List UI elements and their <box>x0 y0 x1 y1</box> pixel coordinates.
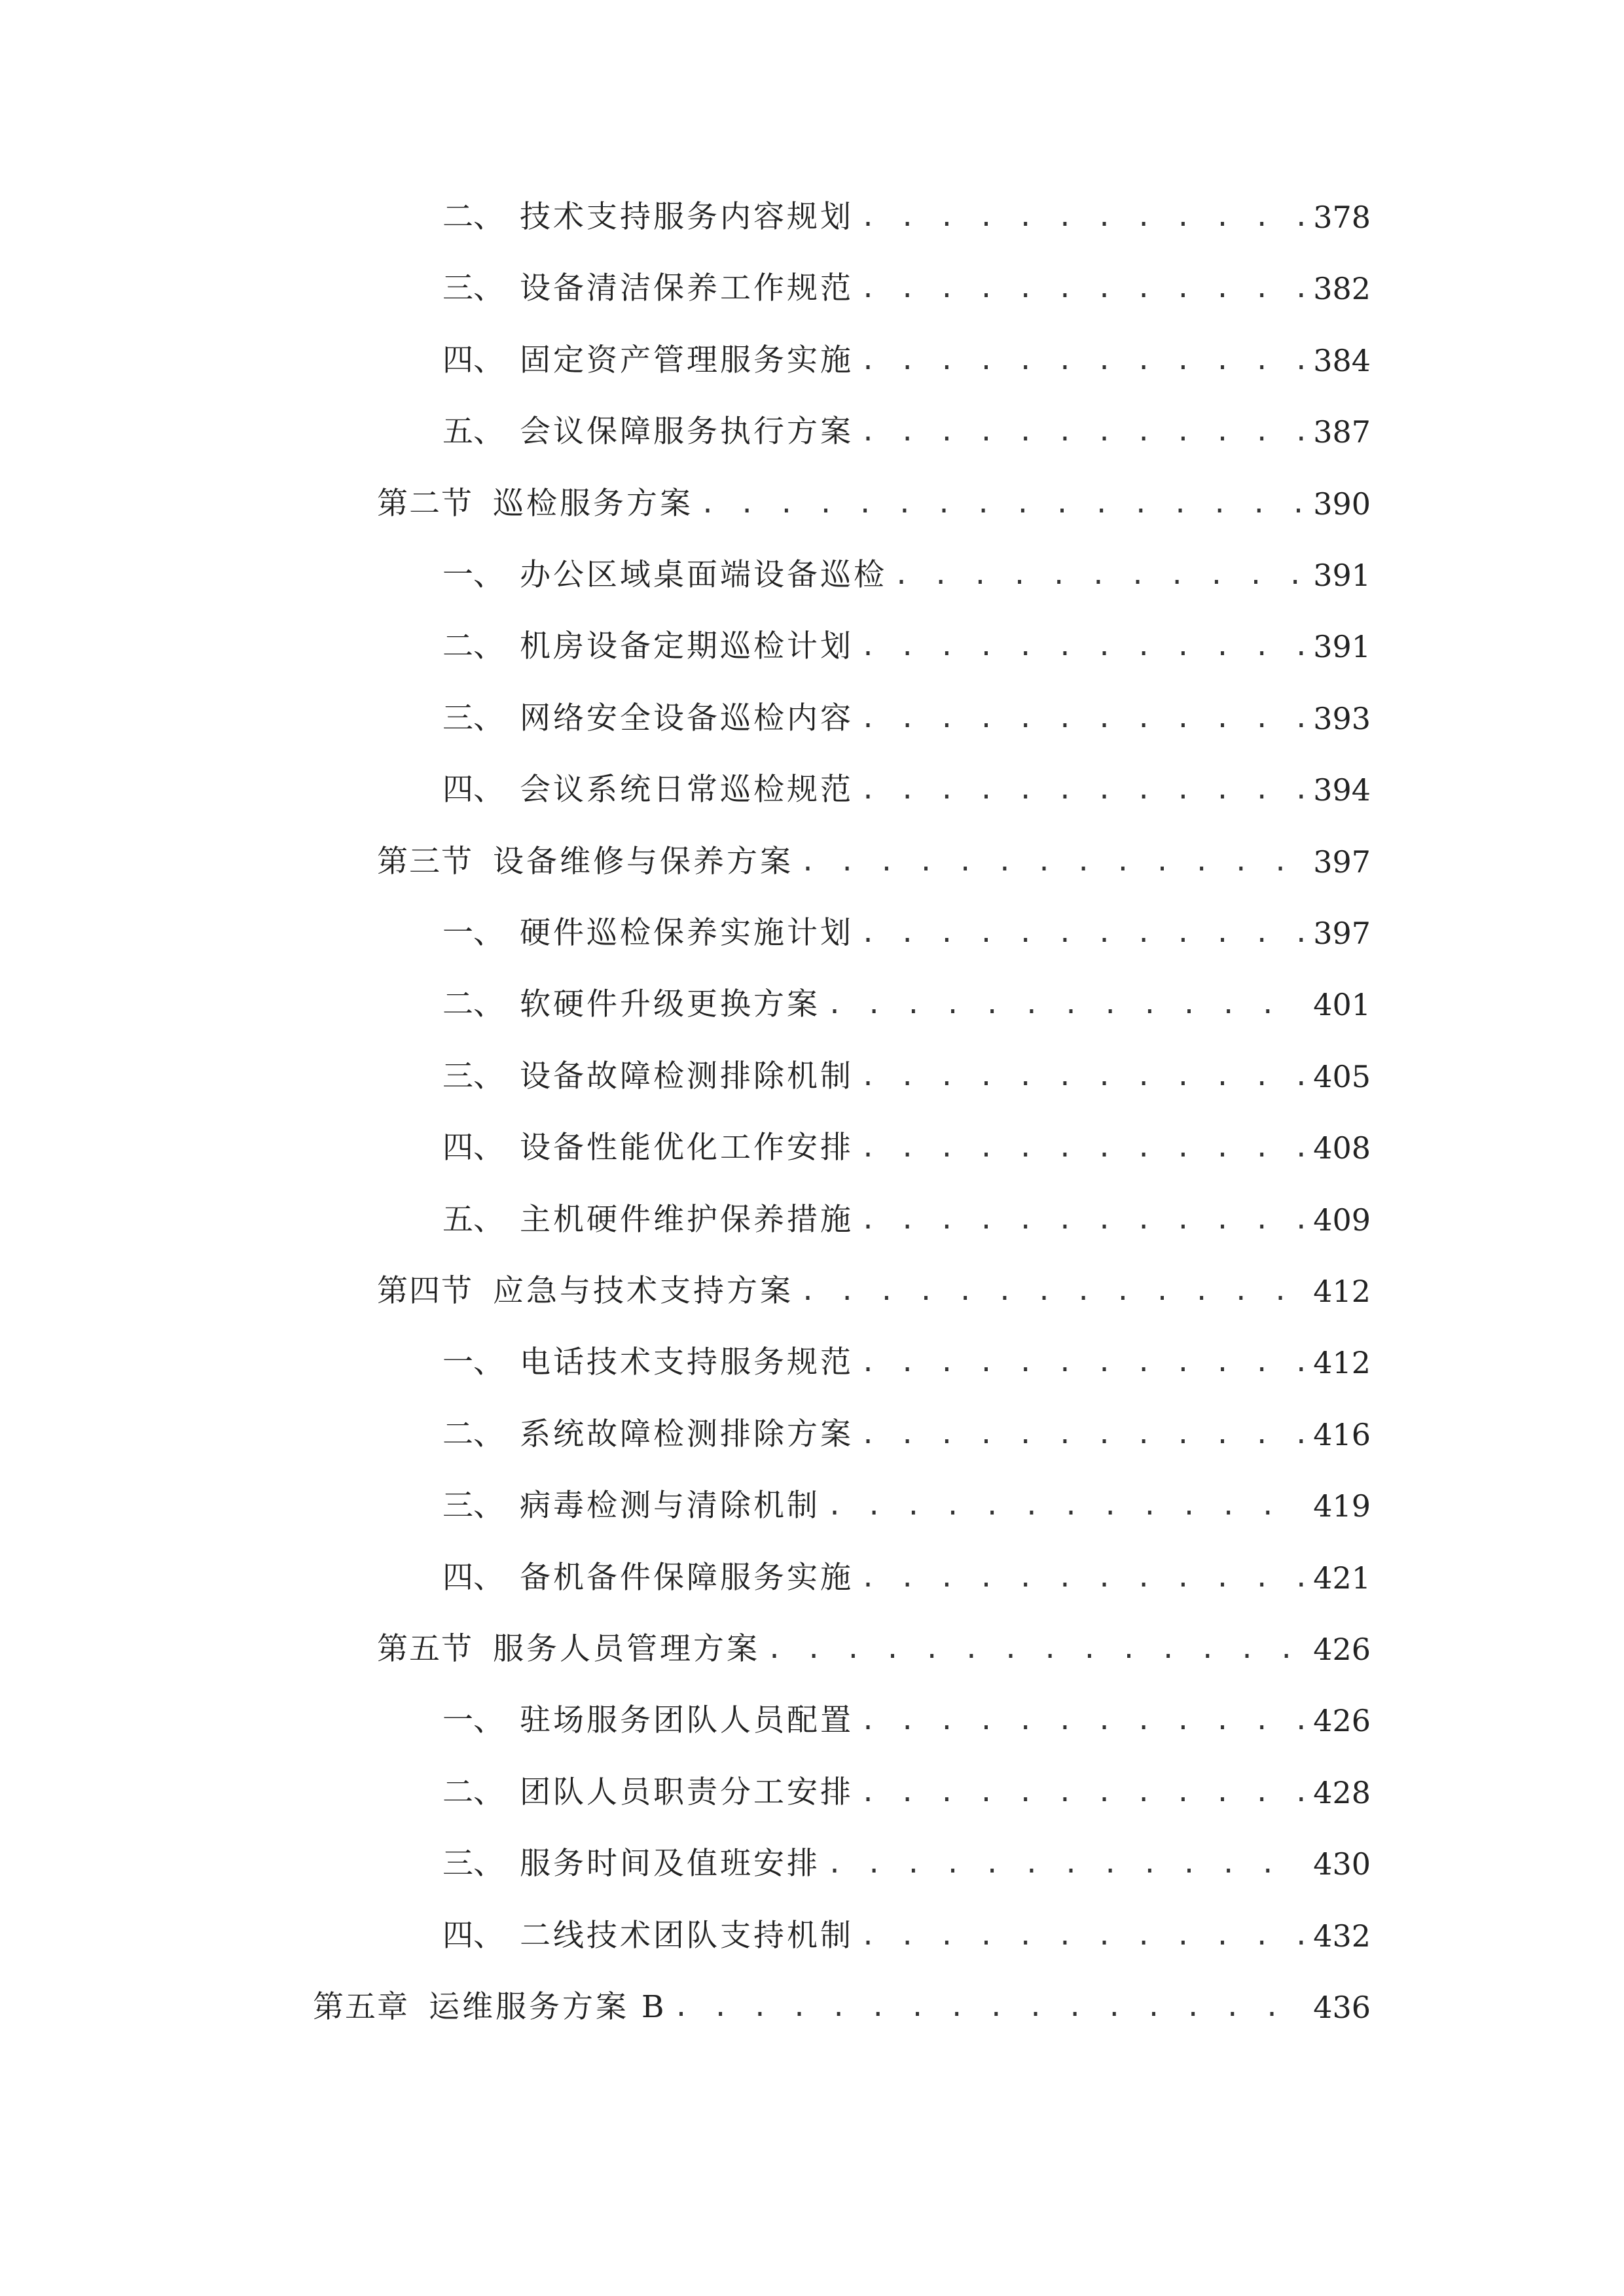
toc-entry-title: 网络安全设备巡检内容 <box>520 700 854 736</box>
dot-leader <box>860 191 1304 243</box>
toc-subsection-entry[interactable] <box>442 1695 1371 1747</box>
toc-subsection-entry[interactable] <box>442 1408 1371 1461</box>
toc-entry-page-number: 432 <box>1313 1918 1371 1954</box>
toc-subsection-entry[interactable] <box>442 764 1371 816</box>
toc-subsection-entry[interactable] <box>442 1910 1371 1962</box>
toc-entry-number: 一、 <box>442 1344 504 1380</box>
toc-entry-title: 技术支持服务内容规划 <box>520 199 854 235</box>
toc-subsection-entry[interactable] <box>442 191 1371 243</box>
toc-entry-number: 第五节 <box>377 1631 473 1667</box>
toc-entry-page-number: 416 <box>1313 1417 1371 1452</box>
toc-subsection-entry[interactable] <box>442 1336 1371 1389</box>
toc-entry-page-number: 390 <box>1313 486 1371 522</box>
dot-leader <box>860 620 1304 673</box>
toc-entry-title: 会议系统日常巡检规范 <box>520 772 854 808</box>
dot-leader <box>860 692 1304 745</box>
toc-entry-number: 第二节 <box>377 486 473 522</box>
dot-leader <box>860 1910 1304 1962</box>
toc-entry-number: 四、 <box>442 1560 504 1596</box>
dot-leader <box>893 549 1304 601</box>
toc-entry-page-number: 382 <box>1313 271 1371 306</box>
toc-subsection-entry[interactable] <box>442 1122 1371 1174</box>
toc-subsection-entry[interactable] <box>442 262 1371 315</box>
toc-subsection-entry[interactable] <box>442 1767 1371 1819</box>
toc-entry-page-number: 378 <box>1313 200 1371 235</box>
toc-entry-page-number: 391 <box>1313 629 1371 664</box>
dot-leader <box>700 478 1304 530</box>
toc-entry-title: 病毒检测与清除机制 <box>520 1488 820 1524</box>
toc-subsection-entry[interactable] <box>442 1838 1371 1890</box>
toc-entry-page-number: 419 <box>1313 1488 1371 1524</box>
toc-entry-title: 运维服务方案 B <box>429 1989 667 2025</box>
dot-leader <box>800 836 1304 888</box>
toc-entry-page-number: 436 <box>1313 1990 1371 2025</box>
dot-leader <box>860 334 1304 387</box>
toc-entry-title: 设备性能优化工作安排 <box>520 1130 854 1166</box>
toc-entry-page-number: 387 <box>1313 414 1371 450</box>
toc-entry-number: 四、 <box>442 342 504 378</box>
toc-entry-number: 四、 <box>442 1918 504 1954</box>
toc-entry-page-number: 408 <box>1313 1130 1371 1166</box>
toc-entry-number: 四、 <box>442 772 504 808</box>
toc-entry-title: 软硬件升级更换方案 <box>520 986 820 1022</box>
toc-entry-title: 办公区域桌面端设备巡检 <box>520 557 887 593</box>
toc-subsection-entry[interactable] <box>442 406 1371 458</box>
toc-entry-number: 三、 <box>442 1488 504 1524</box>
toc-entry-number: 一、 <box>442 915 504 951</box>
dot-leader <box>673 1981 1304 2034</box>
toc-subsection-entry[interactable] <box>442 620 1371 673</box>
toc-entry-title: 应急与技术支持方案 <box>493 1273 793 1309</box>
toc-subsection-entry[interactable] <box>442 1050 1371 1103</box>
toc-subsection-entry[interactable] <box>442 549 1371 601</box>
toc-entry-number: 二、 <box>442 628 504 664</box>
toc-entry-title: 会议保障服务执行方案 <box>520 414 854 450</box>
toc-subsection-entry[interactable] <box>442 907 1371 960</box>
toc-entry-number: 三、 <box>442 270 504 306</box>
toc-entry-page-number: 409 <box>1313 1202 1371 1238</box>
toc-entry-page-number: 394 <box>1313 772 1371 808</box>
toc-entry-title: 团队人员职责分工安排 <box>520 1774 854 1810</box>
toc-entry-number: 五、 <box>442 1202 504 1238</box>
dot-leader <box>860 1552 1304 1604</box>
toc-section-entry[interactable] <box>377 836 1371 888</box>
toc-entry-title: 主机硬件维护保养措施 <box>520 1202 854 1238</box>
toc-subsection-entry[interactable] <box>442 334 1371 387</box>
toc-subsection-entry[interactable] <box>442 692 1371 745</box>
dot-leader <box>860 907 1304 960</box>
toc-subsection-entry[interactable] <box>442 1194 1371 1246</box>
toc-entry-number: 第五章 <box>313 1989 409 2025</box>
toc-subsection-entry[interactable] <box>442 1552 1371 1604</box>
dot-leader <box>860 406 1304 458</box>
dot-leader <box>860 1336 1304 1389</box>
toc-subsection-entry[interactable] <box>442 1480 1371 1532</box>
toc-chapter-entry[interactable] <box>313 1981 1371 2034</box>
dot-leader <box>860 1122 1304 1174</box>
dot-leader <box>860 1767 1304 1819</box>
toc-entry-title: 服务人员管理方案 <box>493 1631 760 1667</box>
toc-entry-number: 二、 <box>442 1416 504 1452</box>
toc-entry-title: 硬件巡检保养实施计划 <box>520 915 854 951</box>
dot-leader <box>827 1480 1304 1532</box>
toc-entry-page-number: 426 <box>1313 1632 1371 1667</box>
toc-entry-page-number: 426 <box>1313 1703 1371 1738</box>
toc-entry-number: 五、 <box>442 414 504 450</box>
toc-entry-number: 一、 <box>442 557 504 593</box>
toc-entry-page-number: 405 <box>1313 1059 1371 1094</box>
dot-leader <box>800 1265 1304 1318</box>
toc-entry-number: 三、 <box>442 700 504 736</box>
toc-entry-page-number: 401 <box>1313 987 1371 1022</box>
dot-leader <box>860 1408 1304 1461</box>
toc-entry-title: 服务时间及值班安排 <box>520 1846 820 1882</box>
dot-leader <box>860 1050 1304 1103</box>
toc-entry-number: 三、 <box>442 1846 504 1882</box>
toc-section-entry[interactable] <box>377 478 1371 530</box>
toc-entry-page-number: 421 <box>1313 1560 1371 1596</box>
dot-leader <box>860 1695 1304 1747</box>
toc-section-entry[interactable] <box>377 1265 1371 1318</box>
toc-entry-page-number: 391 <box>1313 558 1371 593</box>
toc-entry-number: 三、 <box>442 1058 504 1094</box>
dot-leader <box>860 1194 1304 1246</box>
toc-entry-title: 备机备件保障服务实施 <box>520 1560 854 1596</box>
toc-section-entry[interactable] <box>377 1623 1371 1676</box>
toc-entry-title: 电话技术支持服务规范 <box>520 1344 854 1380</box>
toc-entry-page-number: 393 <box>1313 701 1371 736</box>
toc-entry-page-number: 412 <box>1313 1274 1371 1309</box>
toc-entry-page-number: 397 <box>1313 916 1371 951</box>
toc-subsection-entry[interactable] <box>442 978 1371 1031</box>
toc-entry-title: 驻场服务团队人员配置 <box>520 1702 854 1738</box>
toc-entry-title: 设备清洁保养工作规范 <box>520 270 854 306</box>
toc-entry-number: 四、 <box>442 1130 504 1166</box>
toc-entry-number: 二、 <box>442 1774 504 1810</box>
toc-entry-title: 二线技术团队支持机制 <box>520 1918 854 1954</box>
dot-leader <box>827 978 1304 1031</box>
dot-leader <box>827 1838 1304 1890</box>
toc-entry-number: 第三节 <box>377 844 473 880</box>
toc-entry-page-number: 412 <box>1313 1345 1371 1380</box>
toc-entry-title: 设备维修与保养方案 <box>493 844 793 880</box>
dot-leader <box>767 1623 1304 1676</box>
toc-entry-number: 一、 <box>442 1702 504 1738</box>
toc-entry-title: 机房设备定期巡检计划 <box>520 628 854 664</box>
toc-entry-page-number: 430 <box>1313 1846 1371 1882</box>
toc-entry-title: 设备故障检测排除机制 <box>520 1058 854 1094</box>
toc-entry-number: 二、 <box>442 199 504 235</box>
dot-leader <box>860 262 1304 315</box>
toc-entry-title: 系统故障检测排除方案 <box>520 1416 854 1452</box>
toc-entry-title: 巡检服务方案 <box>493 486 693 522</box>
toc-entry-page-number: 397 <box>1313 844 1371 880</box>
toc-entry-number: 二、 <box>442 986 504 1022</box>
toc-entry-number: 第四节 <box>377 1273 473 1309</box>
toc-entry-page-number: 428 <box>1313 1775 1371 1810</box>
dot-leader <box>860 764 1304 816</box>
toc-entry-page-number: 384 <box>1313 343 1371 378</box>
toc-entry-title: 固定资产管理服务实施 <box>520 342 854 378</box>
